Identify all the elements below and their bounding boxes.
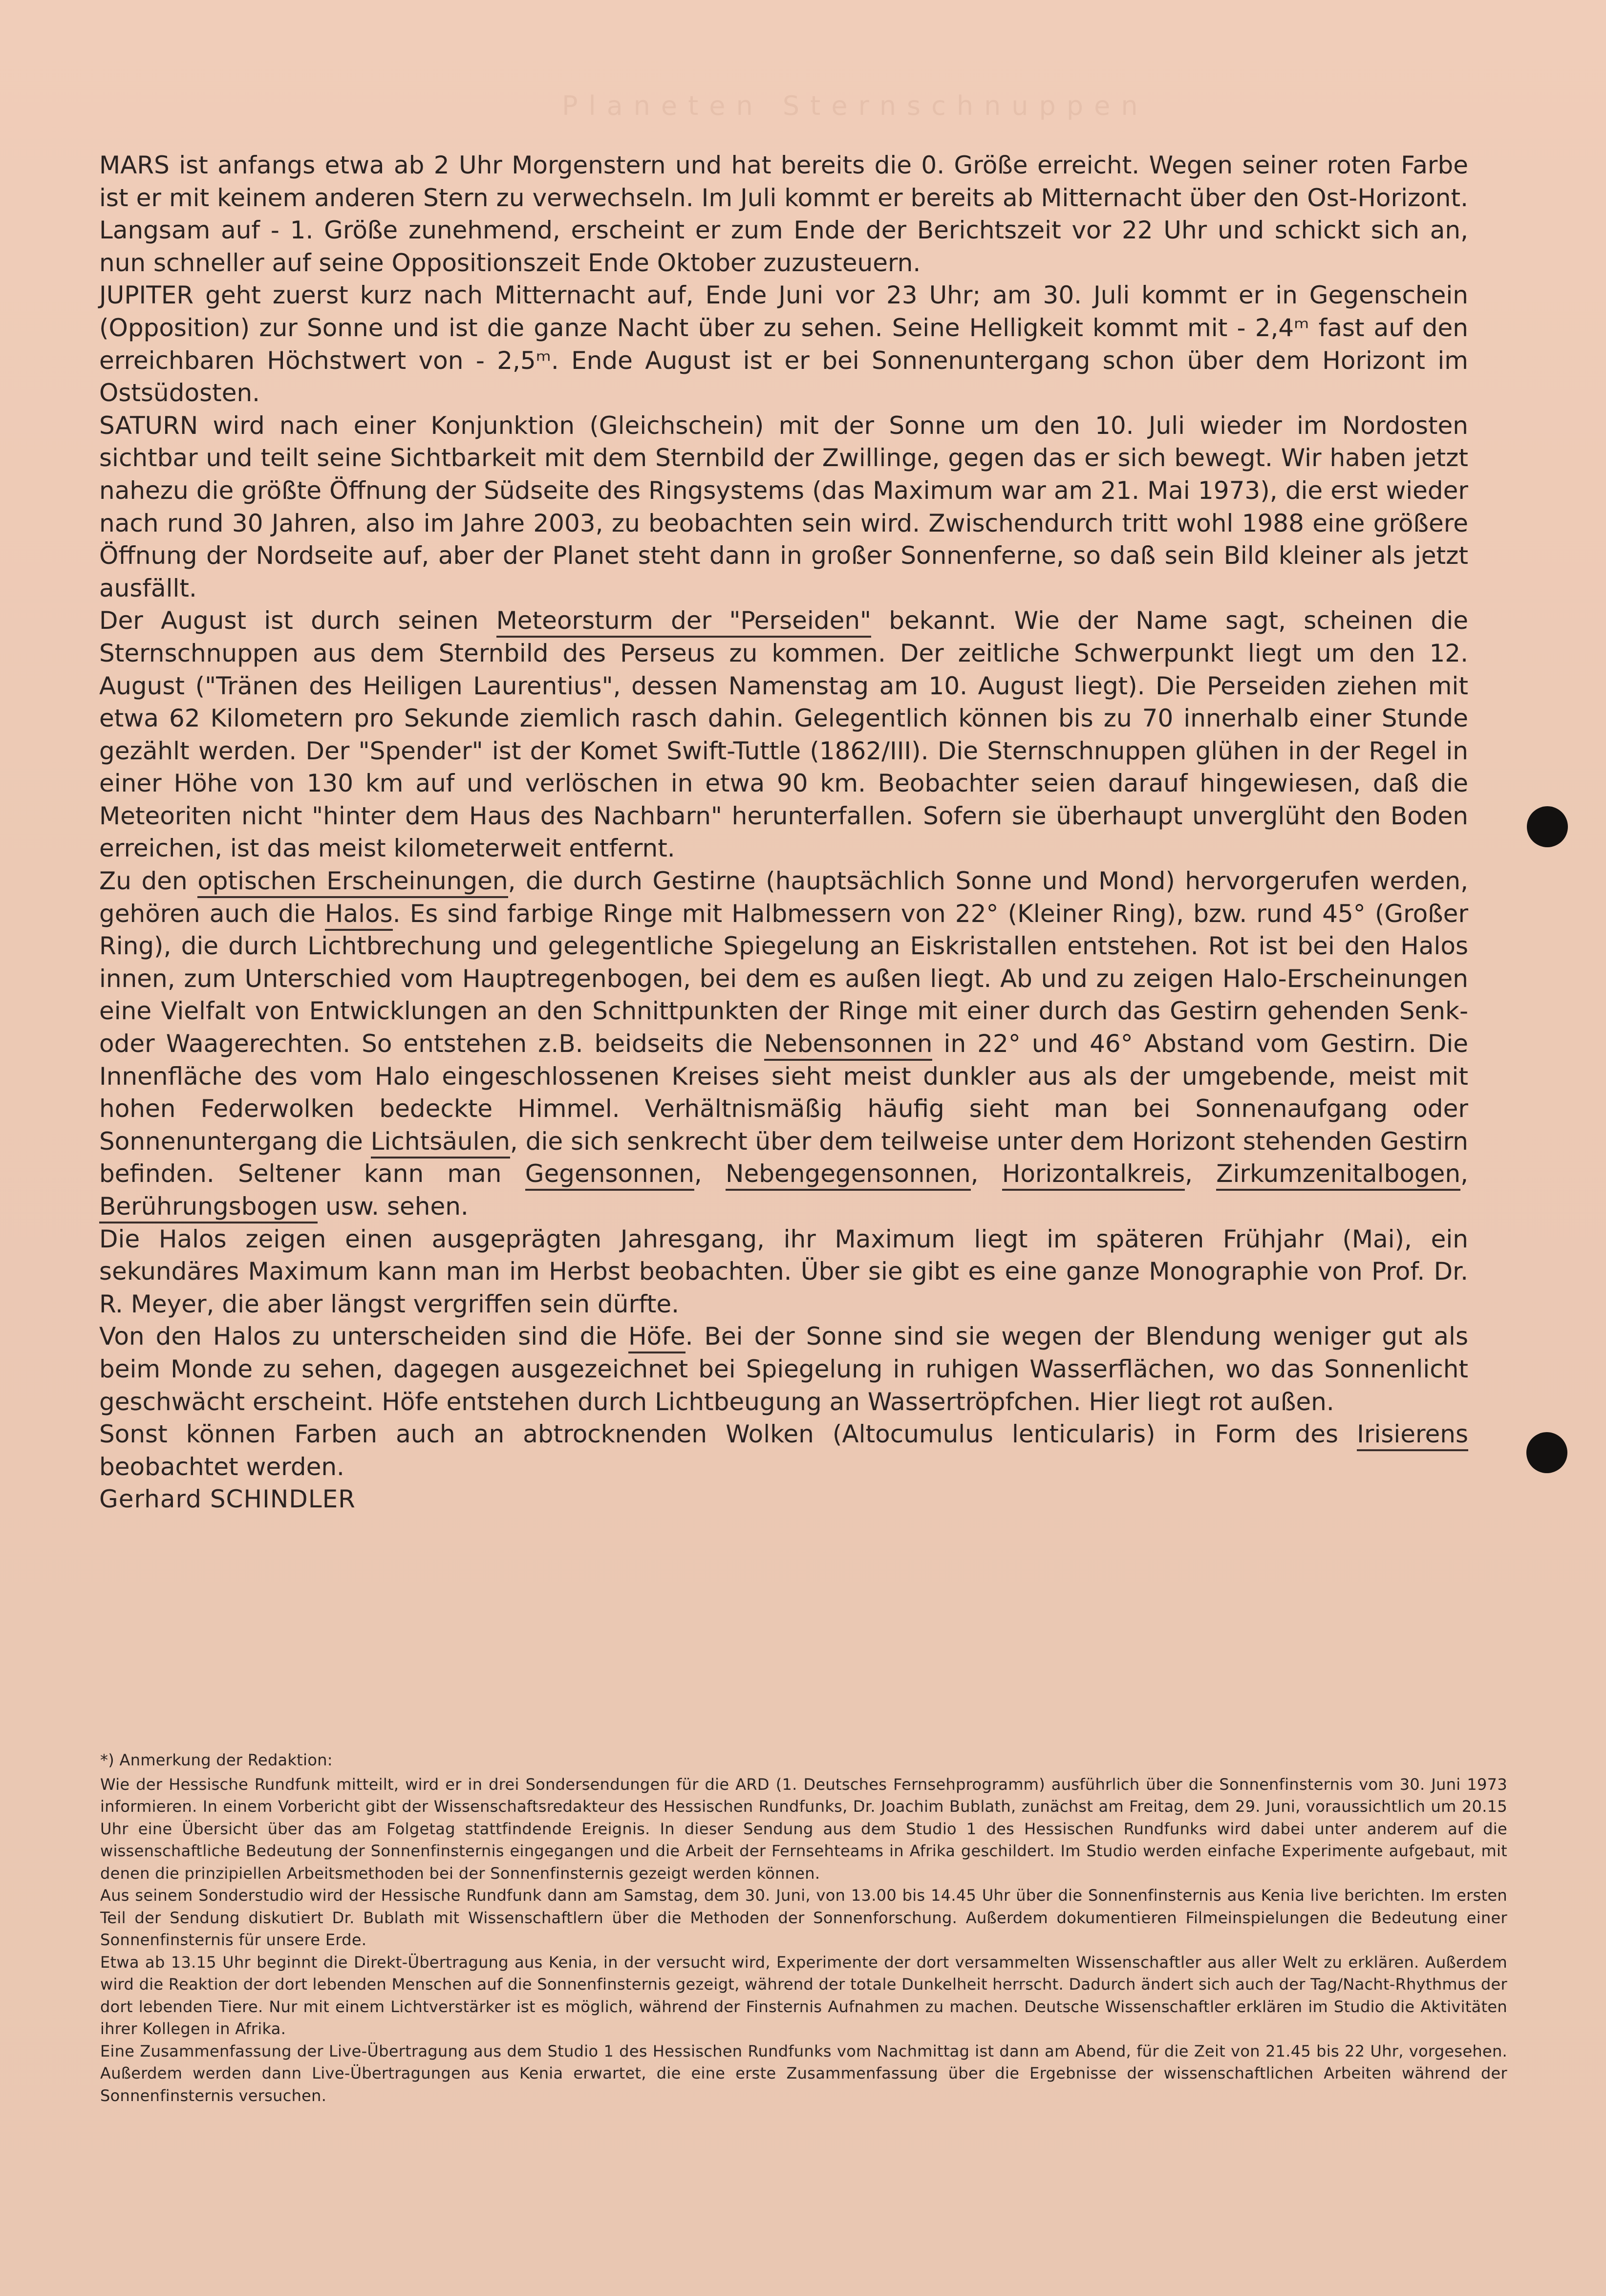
text-run: ,	[970, 1159, 1002, 1188]
text-run: ,	[1460, 1159, 1468, 1188]
editorial-footnote	[100, 1749, 1507, 2107]
underlined-term: Meteorsturm der "Perseiden"	[496, 606, 871, 638]
underlined-term: Berührungsbogen	[99, 1192, 318, 1223]
paragraph-irisieren	[99, 1418, 1468, 1483]
text-run: . Bei der Sonne sind sie wegen der Blendung weniger gut als beim Monde zu sehen, dagegen ausgezeichnet bei Spiegelung in ruhigen Wasserflächen, wo das Sonnenlicht geschwächt erscheint. Höfe entstehen durch Lichtbeugung an Wassertröpfchen. Hier liegt rot außen.	[99, 1322, 1468, 1416]
paragraph-perseiden	[99, 604, 1468, 865]
text-run: , die durch Gestirne (hauptsächlich Sonne und Mond) hervorgerufen werden, gehören auch die	[99, 867, 1468, 928]
text-run: usw. sehen.	[318, 1192, 469, 1221]
footnote-paragraph: Etwa ab 13.15 Uhr beginnt die Direkt-Übertragung aus Kenia, in der versucht wird, Experimente der dort versammelten Wissenschaftler aus aller Welt zu erklären. Außerdem wird die Reaktion der dort lebenden Menschen auf die Sonnenfinsternis gezeigt, während der totale Dunkelheit herrscht. Dadurch ändert sich auch der Tag/Nacht-Rhythmus der dort lebenden Tiere. Nur mit einem Lichtverstärker ist es möglich, während der Finsternis Aufnahmen zu machen. Deutsche Wissenschaftler erklären im Studio die Aktivitäten ihrer Kollegen in Afrika.	[100, 1953, 1507, 2038]
text-run: Von den Halos zu unterscheiden sind die	[99, 1322, 629, 1351]
underlined-term: Halos	[325, 900, 393, 931]
paragraph-hoefe	[99, 1320, 1468, 1418]
footnote-paragraph: Wie der Hessische Rundfunk mitteilt, wird er in drei Sondersendungen für die ARD (1. Deutsches Fernsehprogramm) ausführlich über die Sonnenfinsternis vom 30. Juni 1973 informieren. In einem Vorbericht gibt der Wissenschaftsredakteur des Hessischen Rundfunks, Dr. Joachim Bublath, zunächst am Freitag, dem 29. Juni, voraussichtlich um 20.15 Uhr eine Übersicht über das am Folgetag stattfindende Ereignis. In dieser Sendung aus dem Studio 1 des Hessischen Rundfunks wird dabei unter anderem auf die wissenschaftliche Bedeutung der Sonnenfinsternis eingegangen und die Arbeit der Fernsehteams in Afrika geschildert. Im Studio werden einfache Experimente aufgebaut, mit denen die prinzipiellen Arbeitsmethoden bei der Sonnenfinsternis gezeigt werden können.	[100, 1775, 1507, 1883]
text-run: ,	[694, 1159, 726, 1188]
underlined-term: Gegensonnen	[525, 1159, 694, 1191]
text-run: SATURN wird nach einer Konjunktion (Gleichschein) mit der Sonne um den 10. Juli wieder im Nordosten sichtbar und teilt seine Sichtbarkeit mit dem Sternbild der Zwillinge, gegen das er sich bewegt. Wir haben jetzt nahezu die größte Öffnung der Südseite des Ringsystems (das Maximum war am 21. Mai 1973), die erst wieder nach rund 30 Jahren, also im Jahre 2003, zu beobachten sein wird. Zwischendurch tritt wohl 1988 eine größere Öffnung der Nordseite auf, aber der Planet steht dann in großer Sonnenferne, so daß sein Bild kleiner als jetzt ausfällt.	[99, 411, 1468, 602]
text-run: JUPITER geht zuerst kurz nach Mitternacht auf, Ende Juni vor 23 Uhr; am 30. Juli kommt er in Gegenschein (Opposition) zur Sonne und ist die ganze Nacht über zu sehen. Seine Helligkeit kommt mit - 2,4ᵐ fast auf den erreichbaren Höchstwert von - 2,5ᵐ. Ende August ist er bei Sonnenuntergang schon über dem Horizont im Ostsüdosten.	[99, 281, 1468, 408]
underlined-term: Horizontalkreis	[1002, 1159, 1185, 1191]
paragraph-saturn	[99, 409, 1468, 605]
punch-hole-lower	[1526, 1432, 1567, 1473]
text-run: , die sich senkrecht über dem teilweise unter dem Horizont stehenden Gestirn befinden. Seltener kann man	[99, 1127, 1468, 1188]
underlined-term: Lichtsäulen	[371, 1127, 510, 1159]
text-run: Sonst können Farben auch an abtrocknenden Wolken (Altocumulus lenticularis) in Form des	[99, 1420, 1357, 1449]
underlined-term: optischen Erscheinungen	[197, 867, 508, 898]
paragraph-mars	[99, 149, 1468, 279]
underlined-term: Höfe	[628, 1322, 685, 1353]
footnote-heading: *) Anmerkung der Redaktion:	[100, 1751, 333, 1769]
paragraph-halos	[99, 865, 1468, 1223]
text-run: Die Halos zeigen einen ausgeprägten Jahresgang, ihr Maximum liegt im späteren Frühjahr (Mai), ein sekundäres Maximum kann man im Herbst beobachten. Über sie gibt es eine ganze Monographie von Prof. Dr. R. Meyer, die aber längst vergriffen sein dürfte.	[99, 1224, 1468, 1318]
paragraph-jupiter	[99, 279, 1468, 409]
text-run: in 22° und 46° Abstand vom Gestirn. Die Innenfläche des vom Halo eingeschlossenen Kreises sieht meist dunkler aus als der umgebende, meist mit hohen Federwolken bedeckte Himmel. Verhältnismäßig häufig sieht man bei Sonnenaufgang oder Sonnenuntergang die	[99, 1030, 1468, 1156]
footnote-paragraph: Eine Zusammenfassung der Live-Übertragung aus dem Studio 1 des Hessischen Rundfunks vom Nachmittag ist dann am Abend, für die Zeit von 21.45 bis 22 Uhr, vorgesehen. Außerdem werden dann Live-Übertragungen aus Kenia erwartet, die eine erste Zusammenfassung über die Ergebnisse der wissenschaftlichen Arbeiten während der Sonnenfinsternis versuchen.	[100, 2041, 1507, 2105]
underlined-term: Zirkumzenitalbogen	[1216, 1159, 1460, 1191]
text-run: Zu den	[99, 867, 198, 896]
underlined-term: Nebensonnen	[764, 1030, 933, 1061]
author-signature: Gerhard SCHINDLER	[99, 1485, 356, 1514]
article-body	[99, 149, 1468, 1516]
text-run: beobachtet werden.	[99, 1452, 344, 1481]
punch-hole-upper	[1527, 806, 1568, 847]
text-run: bekannt. Wie der Name sagt, scheinen die Sternschnuppen aus dem Sternbild des Perseus zu kommen. Der zeitliche Schwerpunkt liegt um den 12. August ("Tränen des Heiligen Laurentius", dessen Namenstag am 10. August liegt). Die Perseiden ziehen mit etwa 62 Kilometern pro Sekunde ziemlich rasch dahin. Gelegentlich können bis zu 70 innerhalb einer Stunde gezählt werden. Der "Spender" ist der Komet Swift-Tuttle (1862/III). Die Sternschnuppen glühen in der Regel in einer Höhe von 130 km auf und verlöschen in etwa 90 km. Beobachter seien darauf hingewiesen, daß die Meteoriten nicht "hinter dem Haus des Nachbarn" herunterfallen. Sofern sie überhaupt unverglüht den Boden erreichen, ist das meist kilometerweit entfernt.	[99, 606, 1468, 863]
text-run: MARS ist anfangs etwa ab 2 Uhr Morgenstern und hat bereits die 0. Größe erreicht. Wegen seiner roten Farbe ist er mit keinem anderen Stern zu verwechseln. Im Juli kommt er bereits ab Mitternacht über den Ost-Horizont. Langsam auf - 1. Größe zunehmend, erscheint er zum Ende der Berichtszeit vor 22 Uhr und schickt sich an, nun schneller auf seine Oppositionszeit Ende Oktober zuzusteuern.	[99, 151, 1468, 277]
footnote-paragraph: Aus seinem Sonderstudio wird der Hessische Rundfunk dann am Samstag, dem 30. Juni, von 13.00 bis 14.45 Uhr über die Sonnenfinsternis aus Kenia live berichten. Im ersten Teil der Sendung diskutiert Dr. Bublath mit Wissenschaftlern über die Methoden der Sonnenforschung. Außerdem dokumentieren Filmeinspielungen die Bedeutung einer Sonnenfinsternis für unsere Erde.	[100, 1886, 1507, 1949]
underlined-term: Nebengegensonnen	[726, 1159, 971, 1191]
underlined-term: Irisierens	[1357, 1420, 1468, 1451]
text-run: ,	[1185, 1159, 1217, 1188]
text-run: Der August ist durch seinen	[99, 606, 496, 635]
text-run: . Es sind farbige Ringe mit Halbmessern von 22° (Kleiner Ring), bzw. rund 45° (Großer Ring), die durch Lichtbrechung und gelegentliche Spiegelung an Eiskristallen entstehen. Rot ist bei den Halos innen, zum Unterschied vom Hauptregenbogen, bei dem es außen liegt. Ab und zu zeigen Halo-Erscheinungen eine Vielfalt von Entwicklungen an den Schnittpunkten der Ringe mit einer durch das Gestirn gehenden Senk- oder Waagerechten. So entstehen z.B. beidseits die	[99, 899, 1468, 1058]
faint-header-imprint: Planeten Sternschnuppen	[562, 90, 1149, 120]
paragraph-halo-jahresgang	[99, 1223, 1468, 1321]
